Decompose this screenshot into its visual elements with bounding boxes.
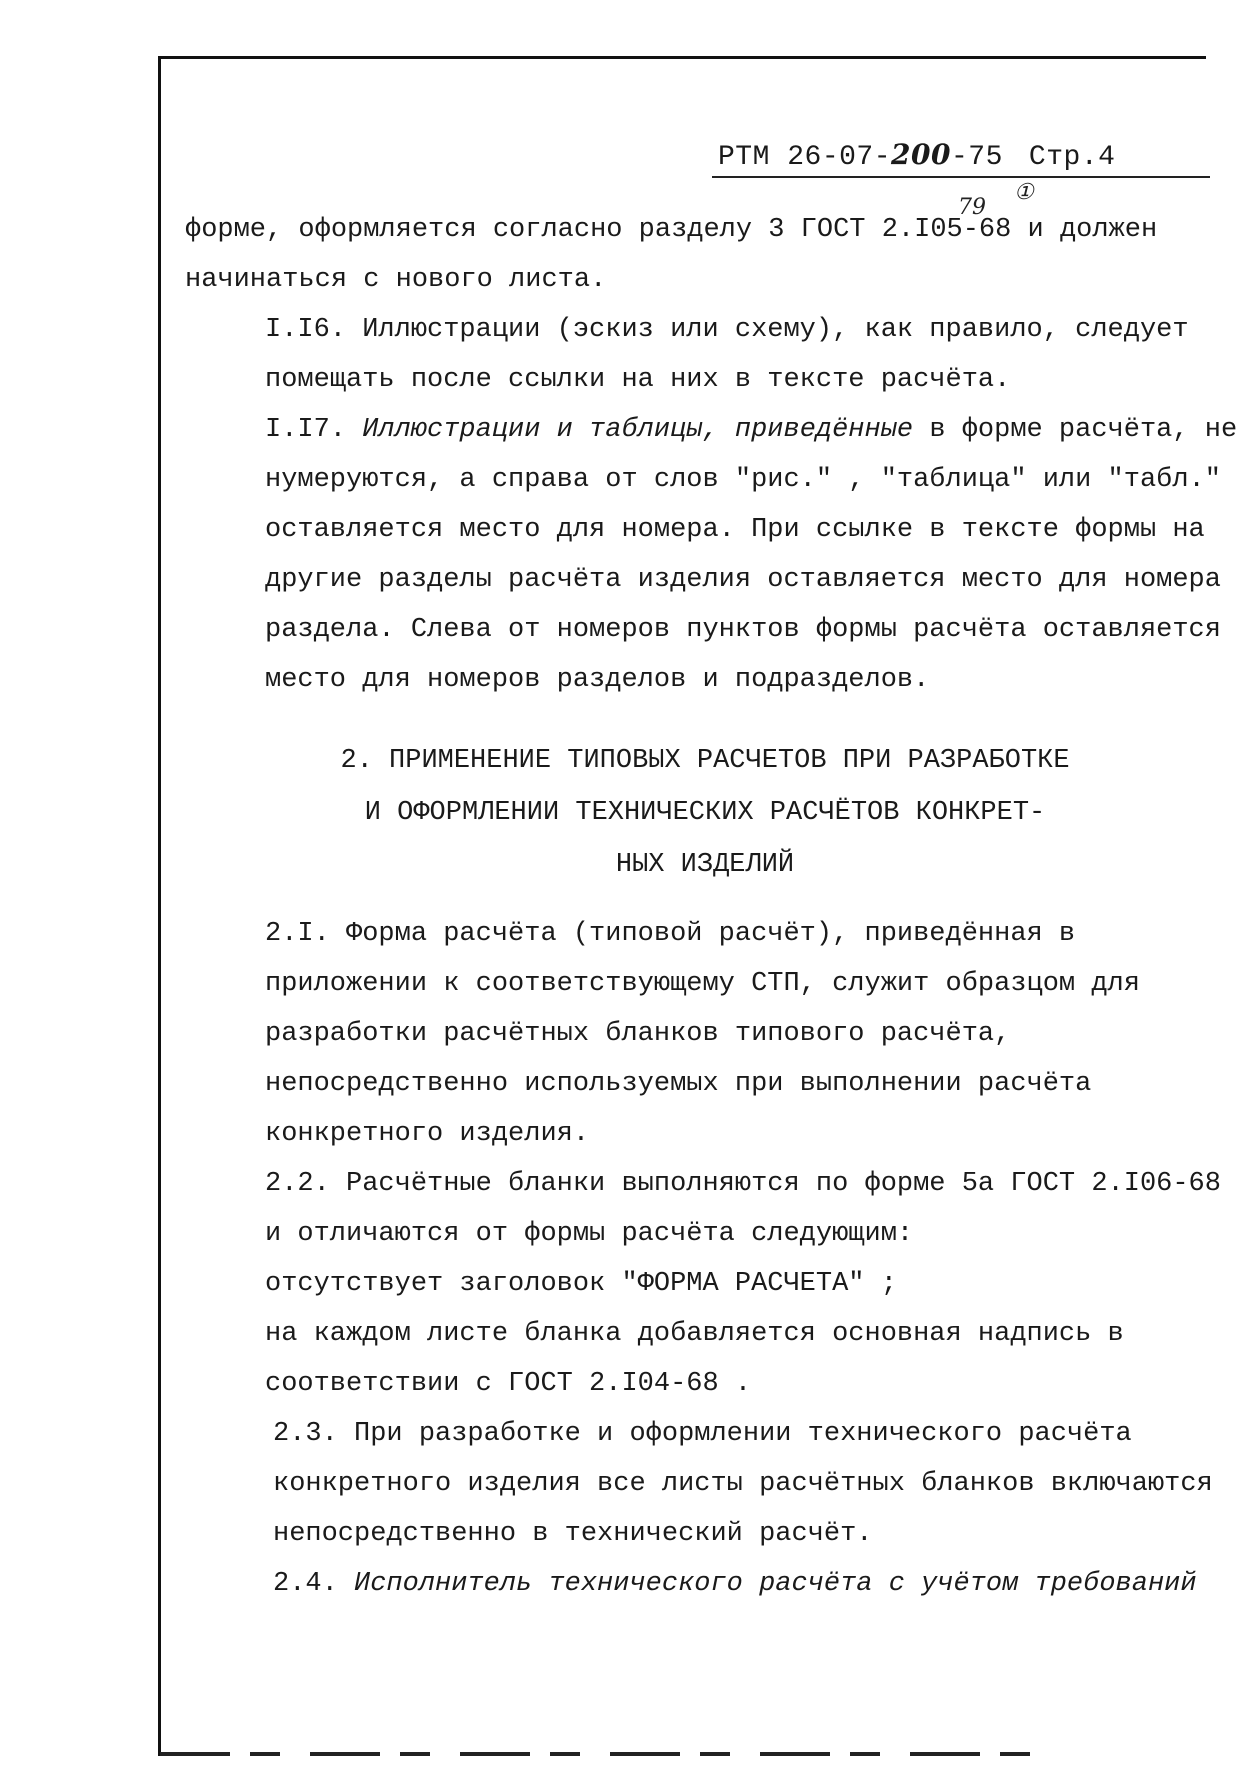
- section-heading: 2. ПРИМЕНЕНИЕ ТИПОВЫХ РАСЧЕТОВ ПРИ РАЗРАБОТКЕ И ОФОРМЛЕНИИ ТЕХНИЧЕСКИХ РАСЧЁТОВ КОНКРЕТ- НЫХ ИЗДЕЛИЙ: [340, 746, 1070, 880]
- paragraph-2-3: 2.3. При разработке и оформлении технического расчёта конкретного изделия все листы расчётных бланков включаются непосредственно в технический расчёт.: [273, 1419, 1213, 1549]
- frame-left-border: [158, 56, 161, 1756]
- bottom-frame-dashes: [160, 1752, 1040, 1756]
- document-body: [185, 205, 1245, 1609]
- paragraph-1-17: I.I7. Иллюстрации и таблицы, приведённые в форме расчёта, не нумеруются, а справа от слов "рис." , "таблица" или "табл." оставляется место для номера. При ссылке в тексте формы на другие разделы расчёта изделия оставляется место для номера раздела. Слева от номеров пунктов формы расчёта оставляется место для номеров разделов и подразделов.: [265, 415, 1238, 695]
- paragraph-2-2: 2.2. Расчётные бланки выполняются по форме 5а ГОСТ 2.I06-68 и отличаются от формы расчёта следующим:: [265, 1169, 1221, 1249]
- list-item-2-2-b: на каждом листе бланка добавляется основная надпись в соответствии с ГОСТ 2.I04-68 .: [265, 1319, 1124, 1399]
- paragraph-2-4: 2.4. Исполнитель технического расчёта с учётом требований: [273, 1569, 1197, 1599]
- italic-phrase: Иллюстрации и таблицы, приведённые: [362, 415, 914, 445]
- paragraph-continuation: форме, оформляется согласно разделу 3 ГОСТ 2.I05-68 и должен начинаться с нового листа.: [185, 215, 1158, 295]
- page-number: Стр.4: [1028, 142, 1116, 173]
- header-underline: [712, 176, 1210, 178]
- paragraph-1-16: I.I6. Иллюстрации (эскиз или схему), как правило, следует помещать после ссылки на них в тексте расчёта.: [265, 315, 1189, 395]
- frame-top-border: [158, 56, 1206, 59]
- document-number: РТМ 26-07-200-75: [718, 138, 1003, 173]
- list-item-2-2-a: отсутствует заголовок "ФОРМА РАСЧЕТА" ;: [265, 1269, 897, 1299]
- document-number-handwritten: 200: [891, 138, 951, 171]
- handwritten-correction: 79: [958, 195, 986, 220]
- circled-mark: ①: [1014, 180, 1034, 205]
- paragraph-2-1: 2.I. Форма расчёта (типовой расчёт), приведённая в приложении к соответствующему СТП, служит образцом для разработки расчётных бланков типового расчёта, непосредственно используемых при выполнении расчёта конкретного изделия.: [265, 919, 1140, 1149]
- page-header: [718, 138, 1115, 173]
